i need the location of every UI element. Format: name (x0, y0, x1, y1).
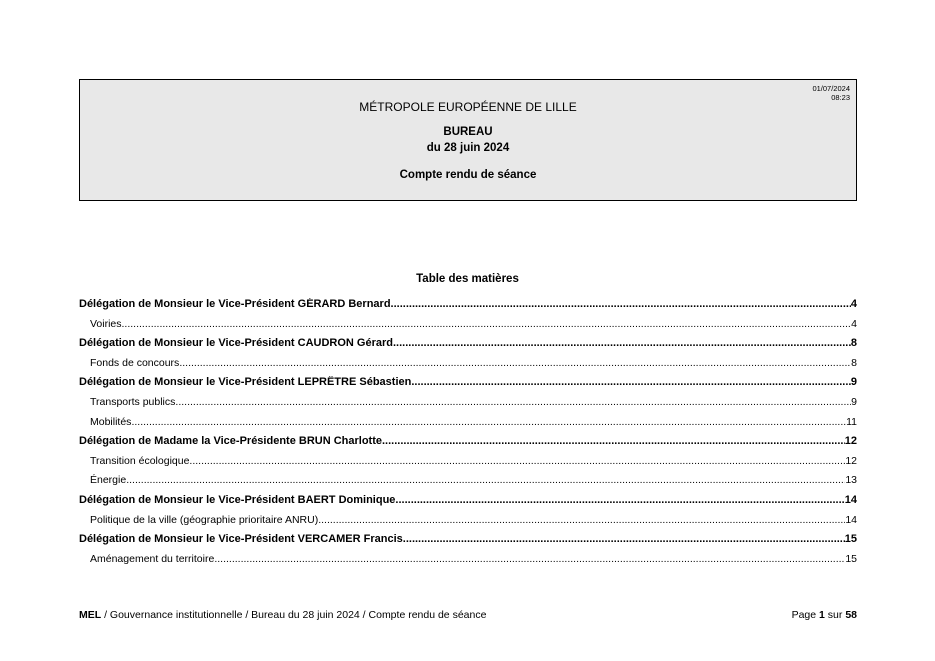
toc-entry[interactable] (79, 455, 857, 475)
toc-entry-label: Aménagement du territoire (90, 552, 215, 565)
toc-entry-page: 9 (850, 376, 857, 389)
toc-entry-page: 12 (845, 454, 857, 467)
toc-entry-page: 4 (850, 298, 857, 310)
toc-entry-label: Voiries (90, 317, 122, 330)
toc-entry-label: Mobilités (90, 415, 132, 428)
toc-entry[interactable] (79, 514, 857, 534)
toc-title: Table des matières (416, 273, 519, 285)
footer-path-text: / Gouvernance institutionnelle / Bureau du 28 juin 2024 / Compte rendu de séance (101, 609, 487, 621)
toc-entry-label: Énergie (90, 474, 127, 487)
toc-entry[interactable] (79, 494, 857, 514)
footer-org: MEL (79, 609, 102, 621)
page-prefix: Page (791, 609, 820, 621)
toc-entry-label: Délégation de Monsieur le Vice-Président LEPRÊTRE Sébastien (79, 376, 412, 389)
toc-entry-page: 14 (844, 493, 857, 506)
toc-entry-page: 11 (846, 415, 857, 428)
toc-entry[interactable] (79, 298, 857, 318)
document-header (79, 79, 857, 201)
table-of-contents (79, 298, 857, 572)
toc-entry[interactable] (79, 337, 857, 357)
toc-entry-label: Politique de la ville (géographie prioritaire ANRU) (90, 513, 319, 526)
toc-entry[interactable] (79, 474, 857, 494)
toc-entry-label: Fonds de concours (90, 356, 180, 369)
footer-path (79, 609, 486, 621)
toc-entry[interactable] (79, 376, 857, 396)
toc-entry-label: Délégation de Monsieur le Vice-Président BAERT Dominique (79, 493, 396, 506)
toc-entry-page: 8 (851, 356, 857, 369)
page-number (792, 609, 857, 621)
toc-entry-page: 15 (844, 533, 857, 546)
page-current: 1 (819, 609, 825, 621)
toc-entry-label: Délégation de Monsieur le Vice-Président CAUDRON Gérard (79, 337, 393, 350)
toc-entry-label: Délégation de Madame la Vice-Présidente BRUN Charlotte (79, 435, 382, 448)
toc-entry-page: 8 (850, 337, 857, 350)
document-type: Compte rendu de séance (399, 169, 537, 181)
meeting-date: du 28 juin 2024 (426, 142, 510, 154)
toc-entry[interactable] (79, 533, 857, 553)
page-mid: sur (824, 609, 846, 621)
toc-entry[interactable] (79, 435, 857, 455)
toc-entry-page: 4 (851, 317, 857, 330)
page-total: 58 (845, 609, 857, 621)
toc-entry-page: 13 (845, 474, 857, 487)
toc-entry-page: 12 (844, 435, 857, 448)
toc-entry[interactable] (79, 357, 857, 377)
toc-entry-label: Délégation de Monsieur le Vice-Président GÉRARD Bernard (79, 298, 391, 310)
toc-entry-page: 15 (845, 552, 857, 565)
toc-entry-page: 9 (851, 395, 857, 408)
toc-entry-label: Délégation de Monsieur le Vice-Président VERCAMER Francis (79, 533, 403, 546)
toc-entry-label: Transition écologique (90, 454, 190, 467)
toc-entry[interactable] (79, 416, 857, 436)
toc-entry-page: 14 (845, 513, 857, 526)
toc-entry[interactable] (79, 318, 857, 338)
toc-entry[interactable] (79, 396, 857, 416)
organization-name: MÉTROPOLE EUROPÉENNE DE LILLE (359, 100, 577, 114)
toc-entry[interactable] (79, 553, 857, 573)
stamp-date: 01/07/2024 (812, 84, 850, 93)
stamp-time: 08:23 (831, 93, 850, 102)
meeting-name: BUREAU (443, 126, 493, 138)
toc-entry-label: Transports publics (90, 395, 176, 408)
